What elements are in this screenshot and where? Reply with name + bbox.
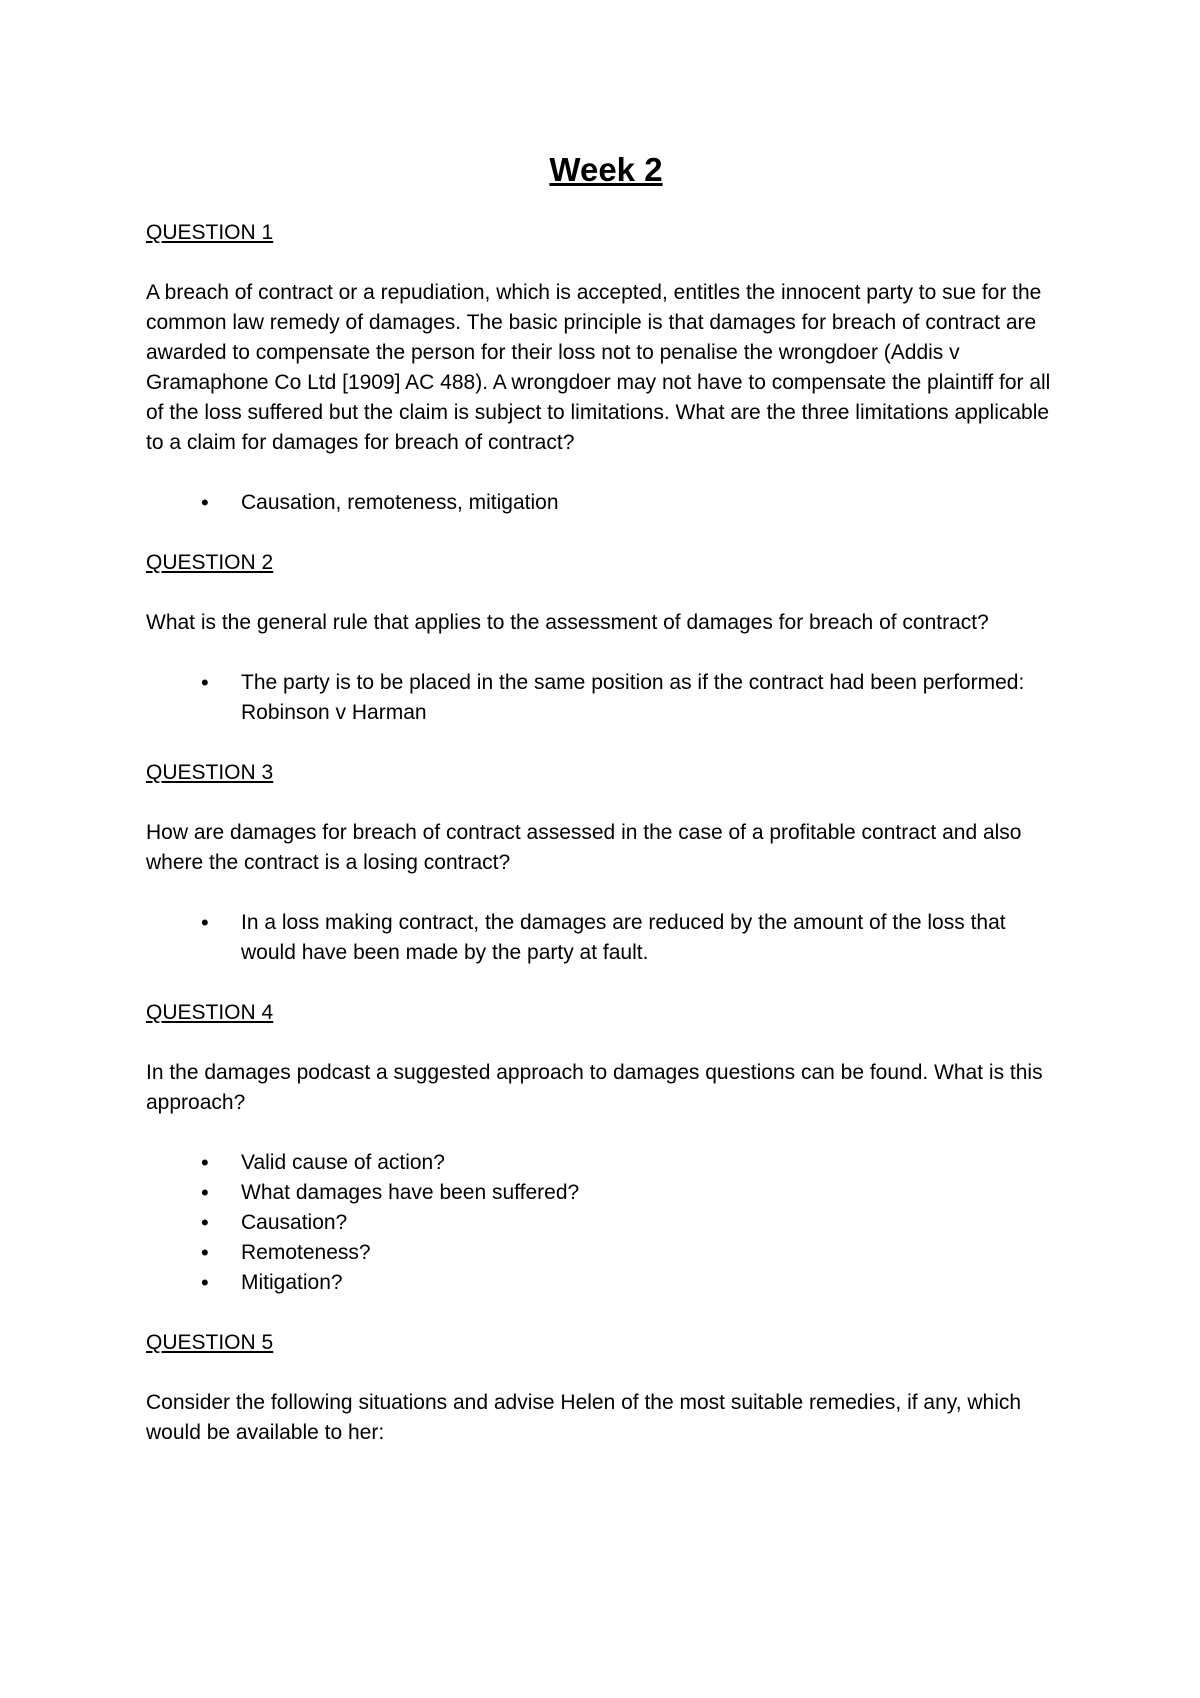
question-heading: QUESTION 3 (146, 761, 274, 784)
question-text: In the damages podcast a suggested approach to damages questions can be found. What is this approach? (146, 1061, 1043, 1114)
question-text: Consider the following situations and advise Helen of the most suitable remedies, if any, which would be available to her: (146, 1391, 1022, 1444)
answer-item: • Valid cause of action? (146, 1148, 1066, 1178)
answer-item: • The party is to be placed in the same position as if the contract had been performed: Robinson v Harman (146, 668, 1066, 728)
question-heading: QUESTION 5 (146, 1331, 274, 1354)
question-text: How are damages for breach of contract assessed in the case of a profitable contract and also where the contract is a losing contract? (146, 821, 1022, 874)
document-content (146, 148, 1066, 1478)
question-3 (146, 758, 1066, 968)
answer-list (146, 668, 1066, 728)
question-text: What is the general rule that applies to the assessment of damages for breach of contract? (146, 611, 989, 634)
question-4 (146, 998, 1066, 1298)
answer-item: • Mitigation? (146, 1268, 1066, 1298)
question-heading: QUESTION 4 (146, 1001, 274, 1024)
document-title: Week 2 (549, 151, 663, 188)
answer-item: • Causation, remoteness, mitigation (146, 488, 1066, 518)
answer-item: • What damages have been suffered? (146, 1178, 1066, 1208)
question-heading: QUESTION 1 (146, 221, 274, 244)
answer-item: • In a loss making contract, the damages are reduced by the amount of the loss that would have been made by the party at fault. (146, 908, 1066, 968)
question-text: A breach of contract or a repudiation, which is accepted, entitles the innocent party to sue for the common law remedy of damages. The basic principle is that damages for breach of contract are awarded to compensate the person for their loss not to penalise the wrongdoer (Addis v Gramaphone Co Ltd [1909] AC 488). A wrongdoer may not have to compensate the plaintiff for all of the loss suffered but the claim is subject to limitations. What are the three limitations applicable to a claim for damages for breach of contract? (146, 281, 1051, 454)
answer-list (146, 908, 1066, 968)
answer-list (146, 1148, 1066, 1298)
question-2 (146, 548, 1066, 728)
answer-item: • Remoteness? (146, 1238, 1066, 1268)
question-5 (146, 1328, 1066, 1448)
answer-item: • Causation? (146, 1208, 1066, 1238)
question-1 (146, 218, 1066, 518)
answer-list (146, 488, 1066, 518)
question-heading: QUESTION 2 (146, 551, 274, 574)
